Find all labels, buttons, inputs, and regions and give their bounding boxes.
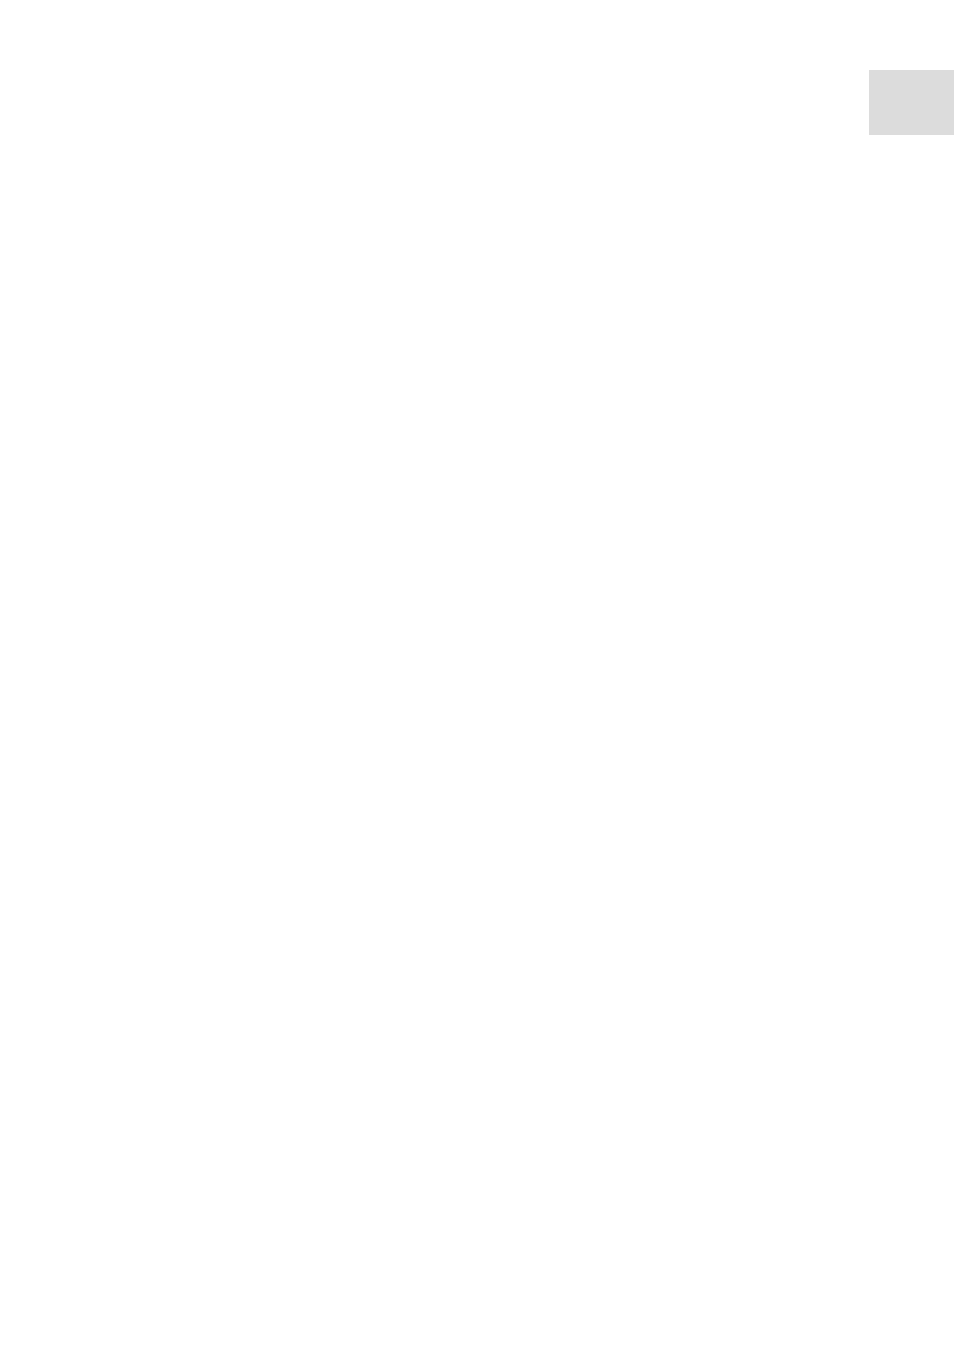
page-number-tab [869, 70, 954, 135]
